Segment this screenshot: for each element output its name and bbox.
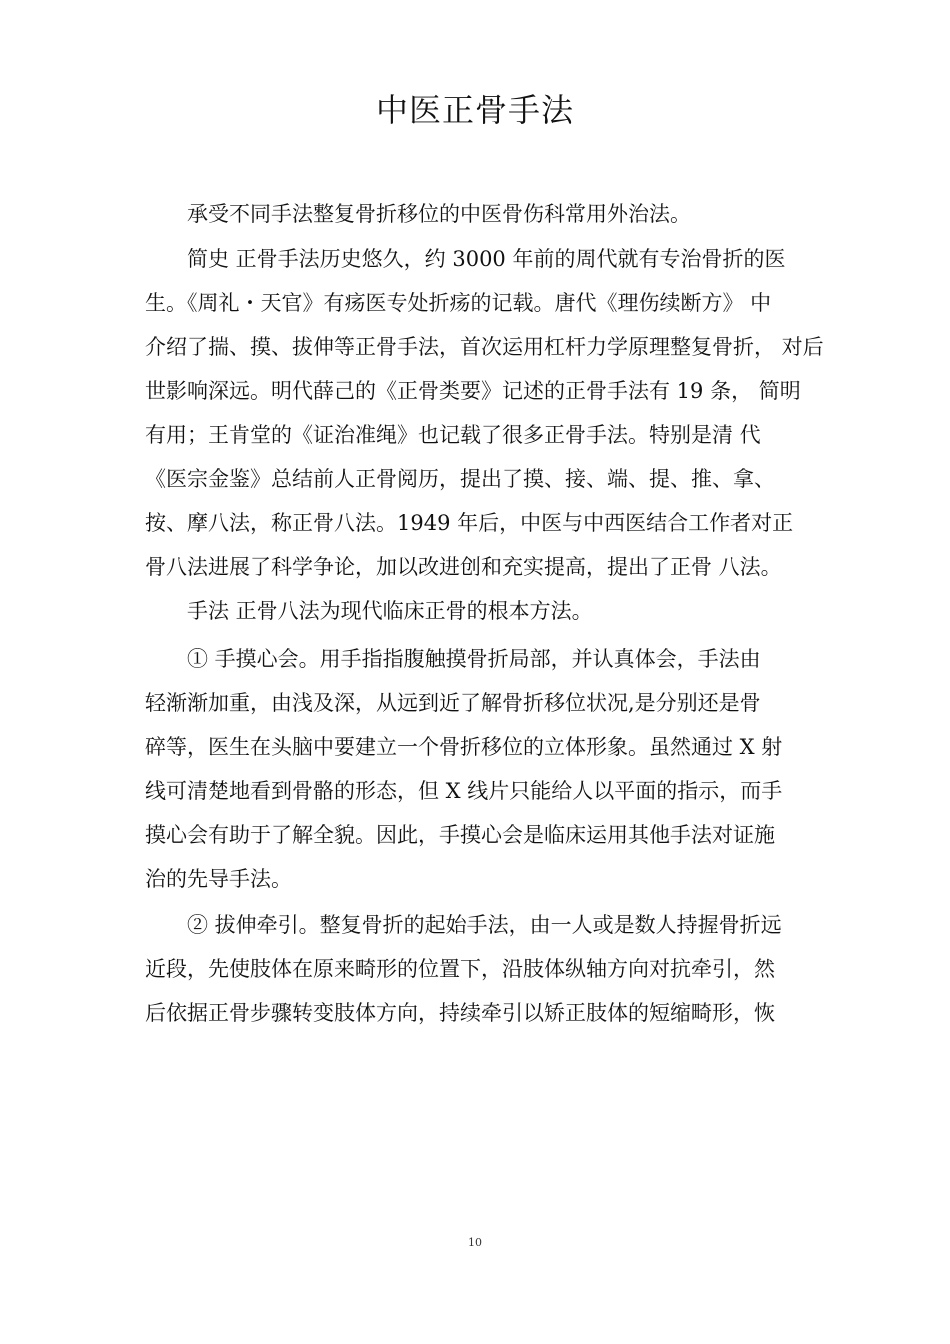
history-line-4: 世影响深远。明代薛己的《正骨类要》记述的正骨手法有 19 条， 简明 xyxy=(145,379,801,403)
history-line-2: 生。《周礼・天官》有疡医专处折疡的记载。唐代《理伤续断方》 中 xyxy=(145,291,772,315)
technique-2-line-1: ② 拔伸牵引。整复骨折的起始手法，由一人或是数人持握骨折远 xyxy=(187,913,782,937)
technique-1-line-6: 治的先导手法。 xyxy=(145,867,292,891)
technique-intro-line: 手法 正骨八法为现代临床正骨的根本方法。 xyxy=(187,599,593,623)
technique-2-line-2: 近段，先使肢体在原来畸形的位置下，沿肢体纵轴方向对抗牵引，然 xyxy=(145,957,775,981)
document-title: 中医正骨手法 xyxy=(375,91,574,129)
history-line-6: 《医宗金鉴》总结前人正骨阅历，提出了摸、接、端、提、推、拿、 xyxy=(145,467,775,491)
technique-2-line-3: 后依据正骨步骤转变肢体方向，持续牵引以矫正肢体的短缩畸形，恢 xyxy=(145,1001,775,1025)
page-number: 10 xyxy=(468,1236,482,1249)
history-line-8: 骨八法进展了科学争论，加以改进创和充实提高，提出了正骨 八法。 xyxy=(145,555,782,579)
technique-1-line-3: 碎等，医生在头脑中要建立一个骨折移位的立体形象。虽然通过 X 射 xyxy=(145,735,783,759)
history-line-7: 按、摩八法，称正骨八法。1949 年后，中医与中西医结合工作者对正 xyxy=(145,511,794,535)
technique-1-line-1: ① 手摸心会。用手指指腹触摸骨折局部，并认真体会，手法由 xyxy=(187,647,761,671)
paragraph-definition: 承受不同手法整复骨折移位的中医骨伤科常用外治法。 xyxy=(187,202,691,226)
history-line-1: 简史 正骨手法历史悠久，约 3000 年前的周代就有专治骨折的医 xyxy=(187,247,786,271)
technique-1-line-5: 摸心会有助于了解全貌。因此，手摸心会是临床运用其他手法对证施 xyxy=(145,823,775,847)
history-line-5: 有用；王肯堂的《证治准绳》也记载了很多正骨手法。特别是清 代 xyxy=(145,423,761,447)
technique-1-line-4: 线可清楚地看到骨骼的形态，但 X 线片只能给人以平面的指示，而手 xyxy=(145,779,783,803)
history-line-3: 介绍了揣、摸、拔伸等正骨手法，首次运用杠杆力学原理整复骨折， 对后 xyxy=(145,335,824,359)
technique-1-line-2: 轻渐渐加重，由浅及深，从远到近了解骨折移位状况,是分别还是骨 xyxy=(145,691,761,715)
